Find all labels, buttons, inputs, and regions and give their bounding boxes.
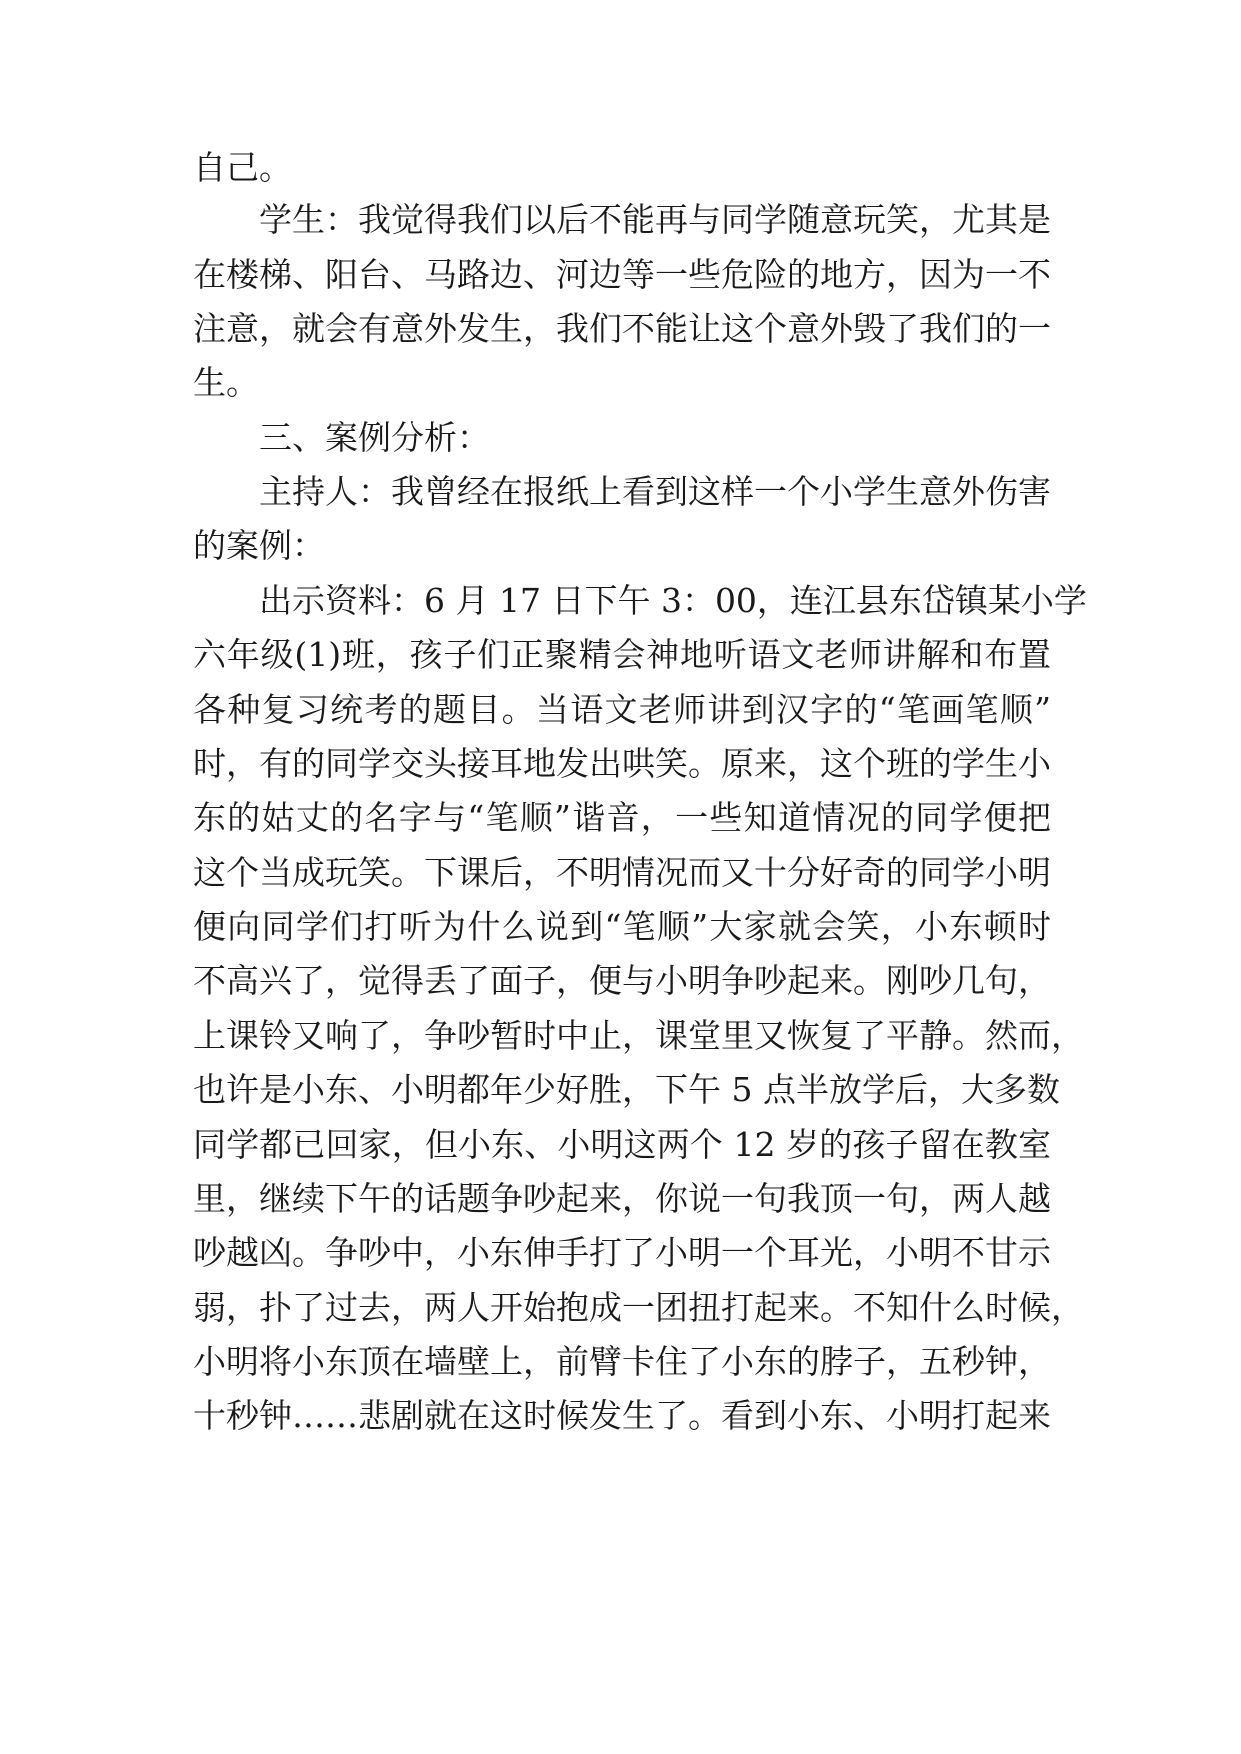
paragraph-line: 也许是小东、小明都年少好胜，下午 5 点半放学后，大多数 xyxy=(193,1070,1060,1109)
paragraph-line: 同学都已回家，但小东、小明这两个 12 岁的孩子留在教室 xyxy=(193,1125,1051,1164)
paragraph-line: 这个当成玩笑。下课后，不明情况而又十分好奇的同学小明 xyxy=(193,853,1051,892)
paragraph-line: 不高兴了，觉得丢了面子，便与小明争吵起来。刚吵几句， xyxy=(193,961,1051,1000)
paragraph-line: 便向同学们打听为什么说到“笔顺”大家就会笑，小东顿时 xyxy=(193,907,1051,946)
paragraph-line: 自己。 xyxy=(193,148,292,187)
paragraph-line: 的案例： xyxy=(193,526,325,565)
paragraph-line: 东的姑丈的名字与“笔顺”谐音，一些知道情况的同学便把 xyxy=(193,798,1051,837)
paragraph-line: 小明将小东顶在墙壁上，前臂卡住了小东的脖子，五秒钟， xyxy=(193,1342,1051,1381)
section-heading: 三、案例分析： xyxy=(259,418,490,457)
paragraph-line: 吵越凶。争吵中，小东伸手打了小明一个耳光，小明不甘示 xyxy=(193,1233,1051,1272)
paragraph-line: 各种复习统考的题目。当语文老师讲到汉字的“笔画笔顺” xyxy=(193,690,1051,729)
paragraph-line: 主持人：我曾经在报纸上看到这样一个小学生意外伤害 xyxy=(259,472,1051,511)
paragraph-line: 注意，就会有意外发生，我们不能让这个意外毁了我们的一 xyxy=(193,309,1051,348)
paragraph-line: 学生：我觉得我们以后不能再与同学随意玩笑，尤其是 xyxy=(259,200,1051,239)
paragraph-line: 六年级(1)班，孩子们正聚精会神地听语文老师讲解和布置 xyxy=(193,635,1051,674)
paragraph-line: 十秒钟……悲剧就在这时候发生了。看到小东、小明打起来 xyxy=(193,1396,1051,1435)
paragraph-line: 时，有的同学交头接耳地发出哄笑。原来，这个班的学生小 xyxy=(193,744,1051,783)
paragraph-line: 在楼梯、阳台、马路边、河边等一些危险的地方，因为一不 xyxy=(193,255,1051,294)
paragraph-line: 上课铃又响了，争吵暂时中止，课堂里又恢复了平静。然而， xyxy=(193,1016,1084,1055)
paragraph-line: 里，继续下午的话题争吵起来，你说一句我顶一句，两人越 xyxy=(193,1179,1051,1218)
paragraph-line: 出示资料：6 月 17 日下午 3：00，连江县东岱镇某小学 xyxy=(259,581,1087,620)
paragraph-line: 生。 xyxy=(193,363,259,402)
paragraph-line: 弱，扑了过去，两人开始抱成一团扭打起来。不知什么时候， xyxy=(193,1288,1084,1327)
